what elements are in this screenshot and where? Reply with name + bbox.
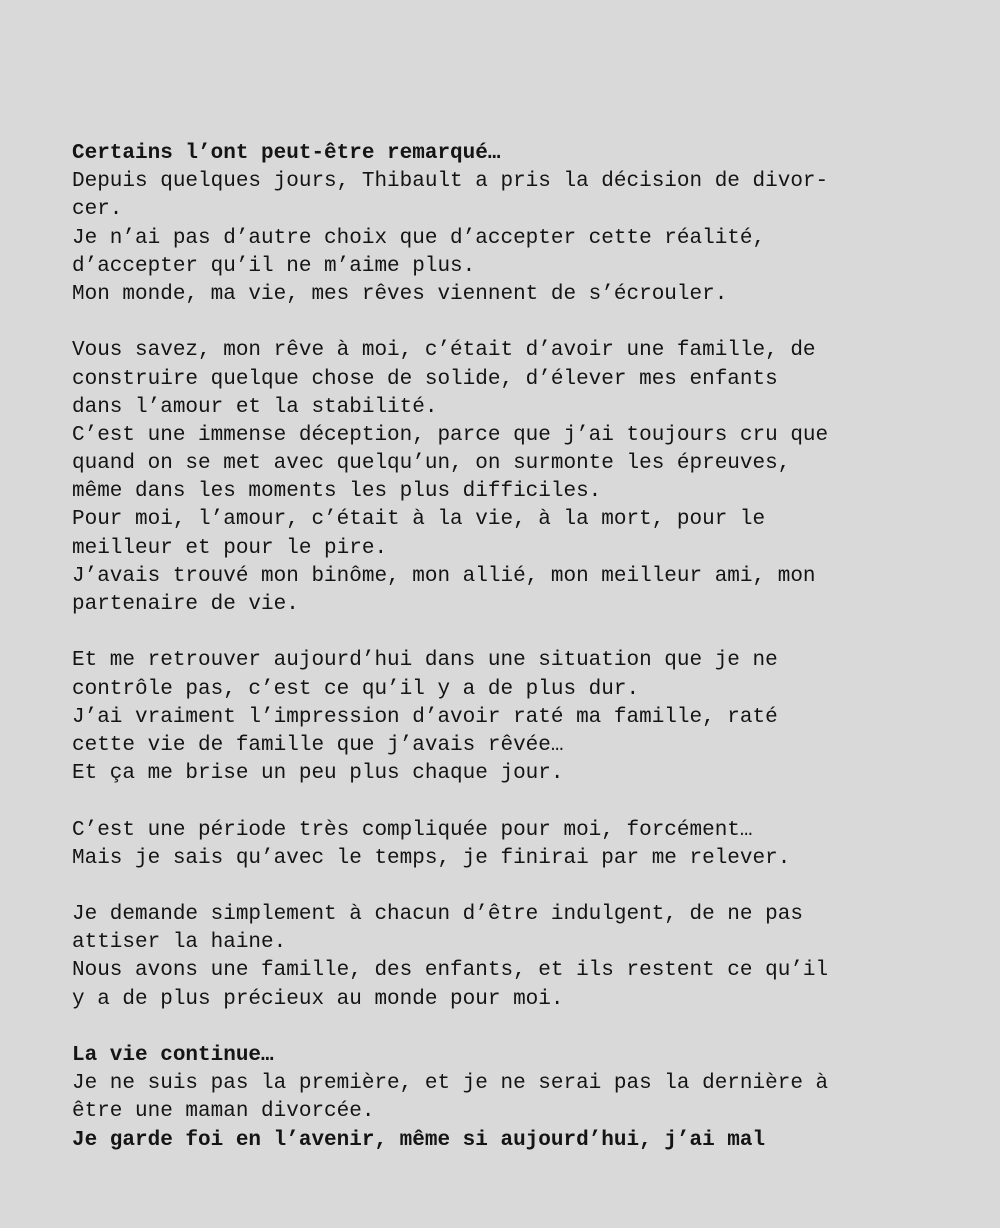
- text-line: J’avais trouvé mon binôme, mon allié, mon meilleur ami, mon: [72, 564, 816, 588]
- text-line: partenaire de vie.: [72, 593, 299, 616]
- text-line: Mon monde, ma vie, mes rêves viennent de s’écrouler.: [72, 282, 728, 306]
- paragraph-gap: [72, 1014, 972, 1042]
- text-line: attiser la haine.: [72, 931, 287, 955]
- bold-text-line: Je garde foi en l’avenir, même si aujourd’hui, j’ai mal: [72, 1128, 766, 1152]
- text-line: être une maman divorcée.: [72, 1100, 375, 1124]
- paragraph-gap: [72, 619, 972, 647]
- text-line: construire quelque chose de solide, d’élever mes enfants: [72, 367, 778, 391]
- paragraph: [72, 140, 972, 309]
- text-line: quand on se met avec quelqu’un, on surmonte les épreuves,: [72, 452, 791, 476]
- bold-text-line: Certains l’ont peut-être remarqué…: [72, 142, 501, 165]
- text-line: cer.: [72, 198, 123, 222]
- text-line: y a de plus précieux au monde pour moi.: [72, 987, 564, 1011]
- paragraph-gap: [72, 309, 972, 337]
- text-line: meilleur et pour le pire.: [72, 536, 388, 560]
- paragraph: [72, 337, 972, 619]
- text-line: C’est une période très compliquée pour moi, forcément…: [72, 818, 753, 842]
- text-line: J’ai vraiment l’impression d’avoir raté ma famille, raté: [72, 705, 778, 729]
- paragraph-gap: [72, 788, 972, 816]
- text-line: Et me retrouver aujourd’hui dans une situation que je ne: [72, 649, 778, 673]
- text-line: Je demande simplement à chacun d’être indulgent, de ne pas: [72, 903, 803, 927]
- text-line: Et ça me brise un peu plus chaque jour.: [72, 762, 564, 786]
- text-line: d’accepter qu’il ne m’aime plus.: [72, 254, 476, 278]
- text-line: Depuis quelques jours, Thibault a pris la décision de divor-: [72, 170, 829, 194]
- text-line: dans l’amour et la stabilité.: [72, 395, 438, 419]
- paragraph: [72, 901, 972, 1014]
- paragraph: [72, 817, 972, 873]
- text-line: contrôle pas, c’est ce qu’il y a de plus dur.: [72, 677, 640, 701]
- paragraph: [72, 647, 972, 788]
- text-line: C’est une immense déception, parce que j’ai toujours cru que: [72, 423, 829, 447]
- text-line: Nous avons une famille, des enfants, et ils restent ce qu’il: [72, 959, 829, 983]
- statement-text: [72, 140, 972, 1155]
- text-line: Mais je sais qu’avec le temps, je finirai par me relever.: [72, 846, 791, 870]
- text-line: Je n’ai pas d’autre choix que d’accepter cette réalité,: [72, 226, 766, 250]
- text-line: Vous savez, mon rêve à moi, c’était d’avoir une famille, de: [72, 339, 816, 363]
- text-line: même dans les moments les plus difficiles.: [72, 480, 602, 504]
- text-line: Je ne suis pas la première, et je ne serai pas la dernière à: [72, 1072, 829, 1096]
- paragraph-gap: [72, 873, 972, 901]
- paragraph: [72, 1042, 972, 1155]
- bold-text-line: La vie continue…: [72, 1044, 274, 1067]
- text-line: cette vie de famille que j’avais rêvée…: [72, 733, 564, 757]
- text-line: Pour moi, l’amour, c’était à la vie, à la mort, pour le: [72, 508, 766, 532]
